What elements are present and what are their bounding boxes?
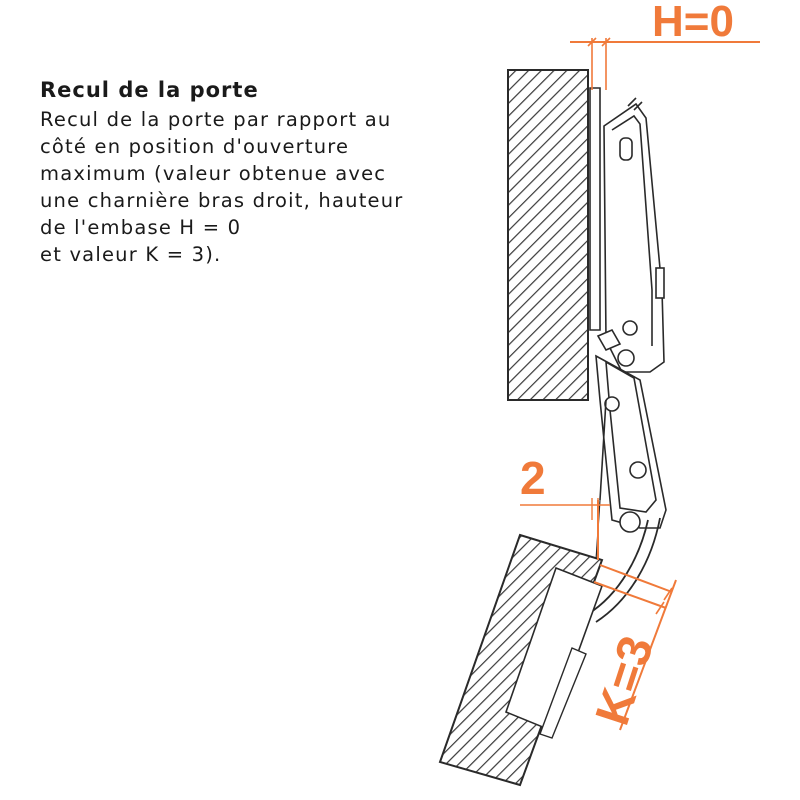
description-line-2: côté en position d'ouverture [40,135,350,158]
description-line-3: maximum (valeur obtenue avec [40,162,387,185]
dimension-k-label: K=3 [586,630,665,732]
description-line-6: et valeur K = 3). [40,243,222,266]
hinge-mounting-plate [590,88,664,372]
dimension-h [570,0,760,90]
description-line-5: de l'embase H = 0 [40,216,242,239]
dimension-gap-label: 2 [520,452,546,504]
description-line-4: une charnière bras droit, hauteur [40,189,404,212]
description-title: Recul de la porte [40,78,259,102]
dimension-h-label: H=0 [652,0,734,46]
door-panel [440,535,602,785]
cabinet-side-panel [508,70,588,400]
description-line-1: Recul de la porte par rapport au [40,108,392,131]
